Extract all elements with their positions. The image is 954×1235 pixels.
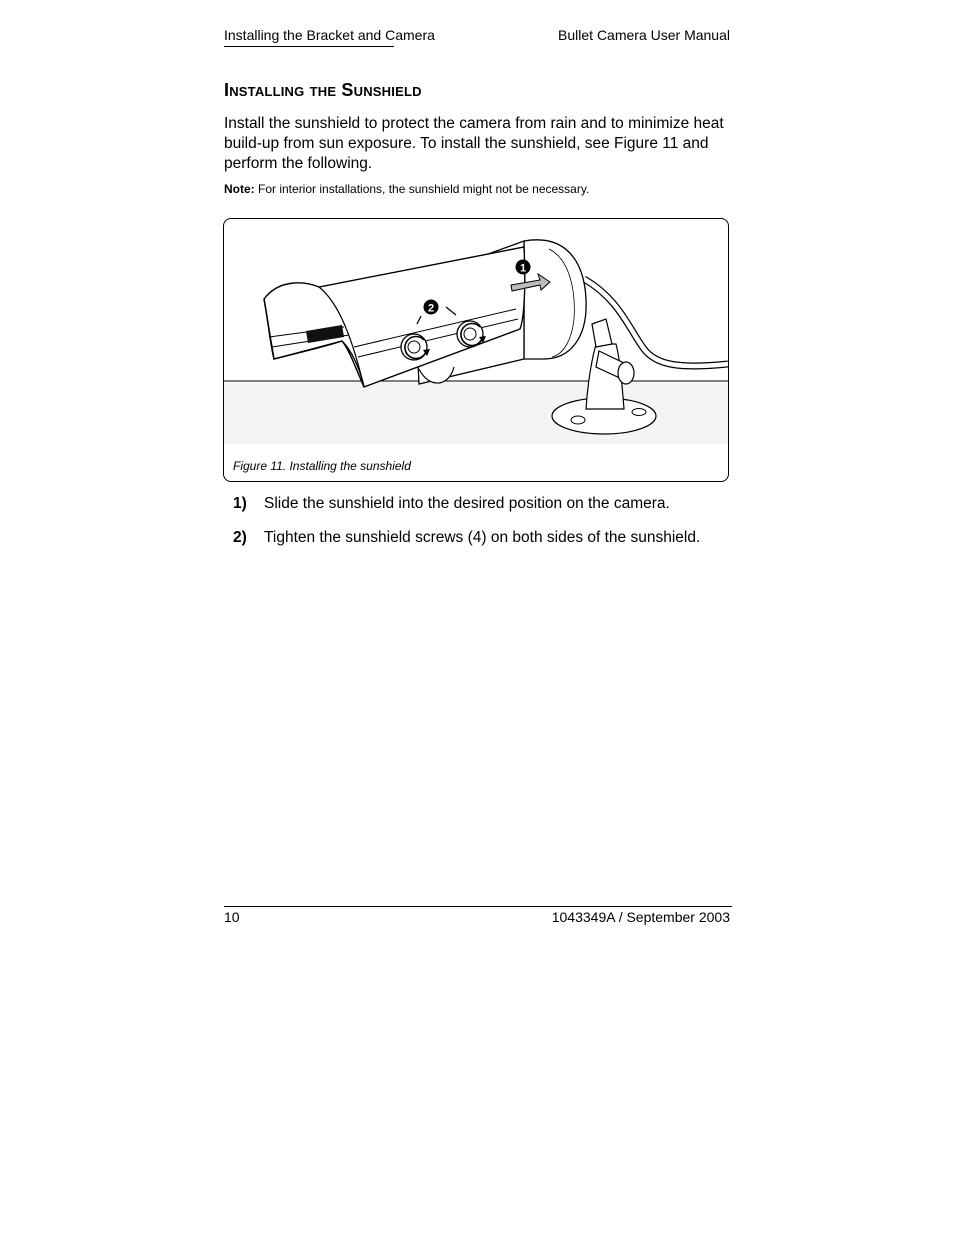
list-item bbox=[233, 528, 733, 548]
step-text: Slide the sunshield into the desired position on the camera. bbox=[264, 495, 670, 512]
document-id-date: 1043349A / September 2003 bbox=[551, 909, 730, 925]
step-text: Tighten the sunshield screws (4) on both sides of the sunshield. bbox=[264, 529, 701, 546]
figure-11 bbox=[223, 218, 729, 482]
list-item bbox=[233, 494, 733, 514]
step-number: 1) bbox=[233, 495, 247, 512]
figure-caption: Figure 11. Installing the sunshield bbox=[233, 459, 411, 473]
section-heading: Installing the Sunshield bbox=[224, 80, 422, 100]
intro-paragraph: Install the sunshield to protect the camera from rain and to minimize heat build-up from sun exposure. To install the sunshield, see Figure 11 and perform the following. bbox=[224, 115, 724, 172]
callout-2: 2 bbox=[427, 302, 435, 315]
step-number: 2) bbox=[233, 529, 247, 546]
camera-sunshield-illustration bbox=[224, 219, 728, 481]
callout-1: 1 bbox=[519, 262, 527, 275]
note-label: Note: bbox=[224, 182, 255, 196]
header-rule bbox=[224, 46, 394, 47]
page-number: 10 bbox=[224, 909, 240, 925]
footer-rule bbox=[224, 906, 732, 907]
header-manual-title: Bullet Camera User Manual bbox=[558, 27, 730, 43]
note-text: For interior installations, the sunshield might not be necessary. bbox=[254, 182, 590, 196]
step-list bbox=[233, 494, 733, 562]
note bbox=[224, 182, 589, 196]
header-section-title: Installing the Bracket and Camera bbox=[224, 27, 435, 43]
